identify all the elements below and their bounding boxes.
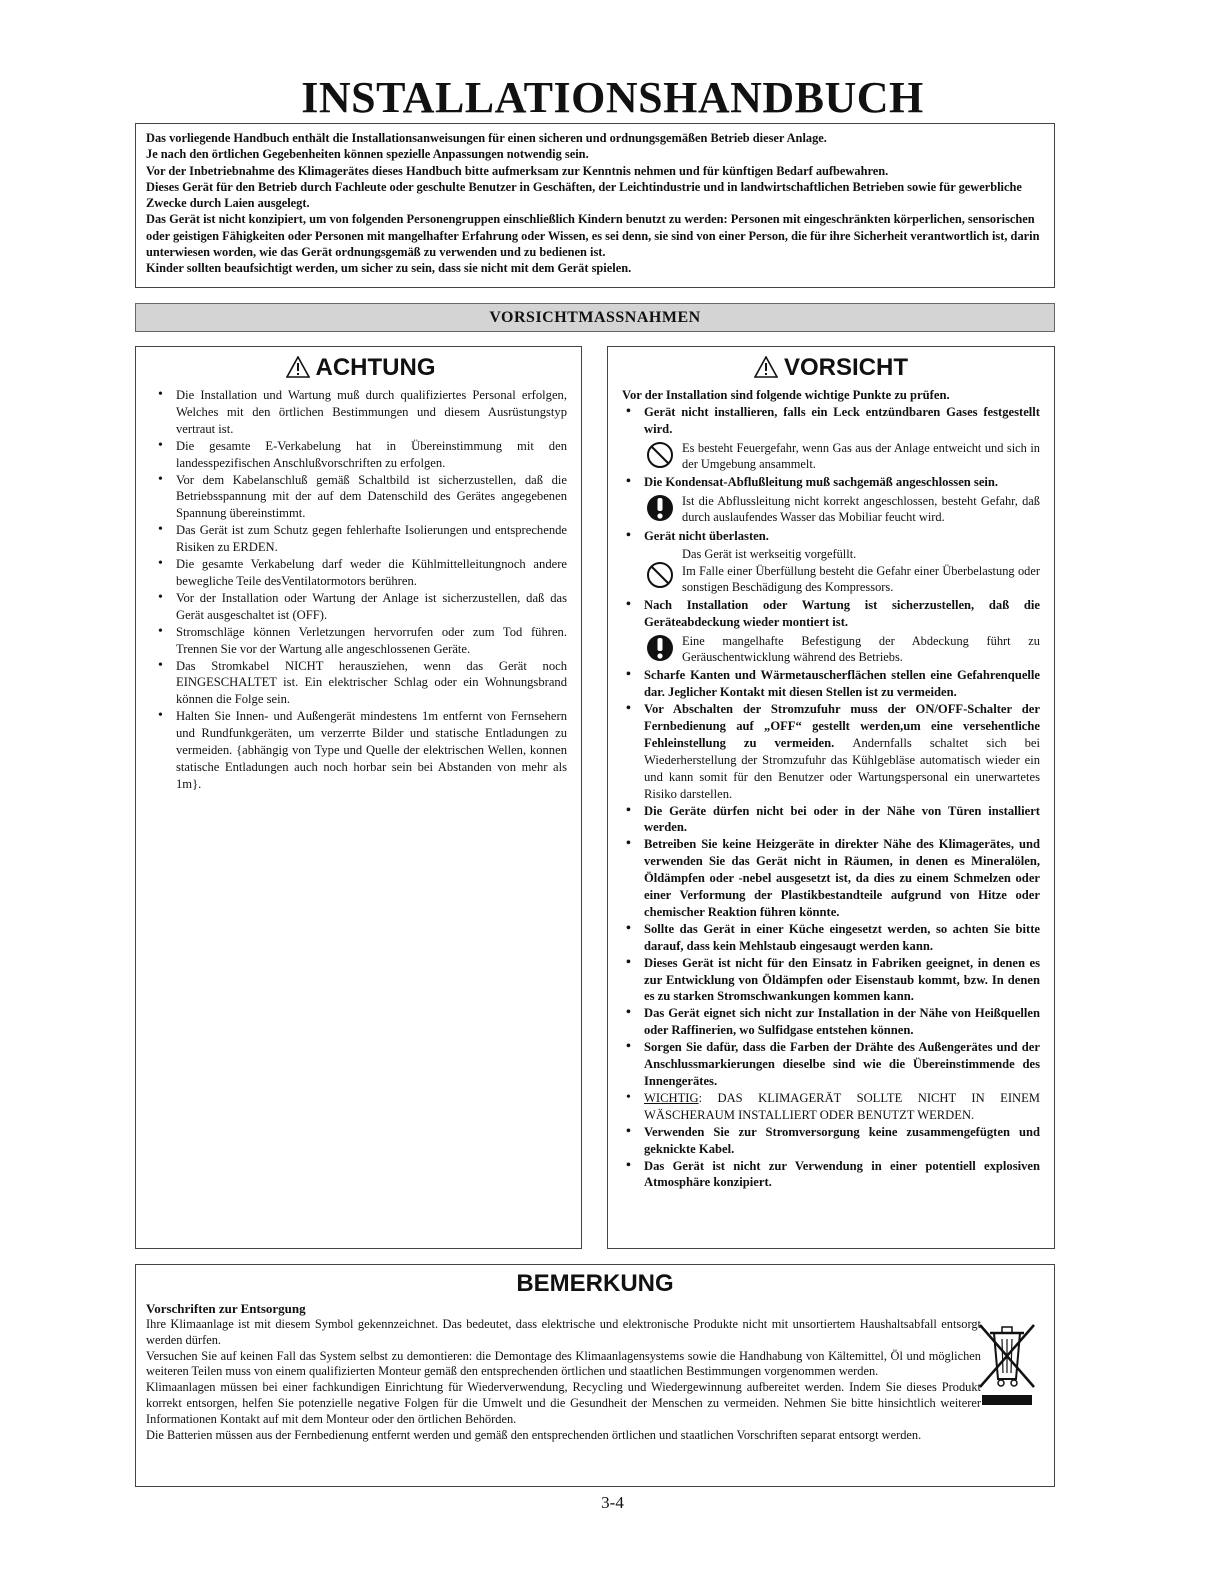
- list-item: [622, 474, 1040, 525]
- list-item: • Das Gerät ist zum Schutz gegen fehlerhafte Isolierungen und entsprechende Risiken zu ERDEN.: [154, 522, 567, 556]
- item-text: Gerät nicht installieren, falls ein Leck entzündbaren Gases festgestellt wird.: [644, 405, 1040, 436]
- intro-line: Dieses Gerät für den Betrieb durch Fachleute oder geschulte Benutzer in Geschäften, der Leichtindustrie und in landwirtschaftlichen Betrieben sowie für gewerbliche Zwecke durch Laien ausgelegt.: [146, 179, 1022, 211]
- note-row: [644, 493, 1040, 525]
- vorsicht-box: [607, 346, 1055, 1249]
- list-item: • Stromschläge können Verletzungen hervorrufen oder zum Tod führen. Trennen Sie vor der Wartung alle angeschlossenen Geräte.: [154, 624, 567, 658]
- list-item: • Vor dem Kabelanschluß gemäß Schaltbild ist sicherzustellen, daß die Betriebsspannung mit der auf dem Datenschild des Gerätes angegebenen Spannung übereinstimmt.: [154, 472, 567, 523]
- note-text: [682, 546, 1040, 595]
- intro-line: Kinder sollten beaufsichtigt werden, um sicher zu sein, dass sie nicht mit dem Gerät spielen.: [146, 261, 632, 276]
- list-item: [622, 404, 1040, 472]
- vorsicht-list: [622, 404, 1040, 1191]
- item-text: Die Kondensat-Abflußleitung muß sachgemäß angeschlossen sein.: [644, 475, 999, 490]
- note-row: [644, 633, 1040, 665]
- intro-line: Das vorliegende Handbuch enthält die Installationsanweisungen für einen sicheren und ordnungsgemäßen Betrieb dieser Anlage.: [146, 131, 827, 145]
- list-item: • Scharfe Kanten und Wärmetauscherflächen stellen eine Gefahrenquelle dar. Jeglicher Kontakt mit diesen Stellen ist zu vermeiden.: [622, 667, 1040, 701]
- note-text: Eine mangelhafte Befestigung der Abdeckung führt zu Geräuschentwicklung während des Betriebs.: [682, 633, 1040, 665]
- warning-triangle-icon: [754, 356, 778, 378]
- list-item: [622, 1090, 1040, 1124]
- note-paragraph: Versuchen Sie auf keinen Fall das System selbst zu demontieren: die Demontage des Klimaanlagensystems sowie die Handhabung von Kältemittel, Öl und möglichen weiteren Teilen muss von einem qualifizierten Monteur gemäß den entsprechenden örtlichen und staatlichen Bestimmungen vorgenommen werden.: [146, 1348, 981, 1379]
- note-subtitle: Vorschriften zur Entsorgung: [146, 1301, 306, 1316]
- mandatory-action-icon: [644, 633, 676, 663]
- item-text: Vor Abschalten der Stromzufuhr muss der ON/OFF-Schalter der Fernbedienung auf „OFF“ gestellt werden,um eine versehentliche Fehleinstellung zu vermeiden.: [644, 702, 1040, 750]
- note-line: Das Gerät ist werkseitig vorgefüllt.: [682, 547, 857, 562]
- achtung-list: [154, 387, 567, 793]
- vorsicht-heading-text: VORSICHT: [783, 354, 908, 381]
- crossed-out-bin-icon: [974, 1321, 1040, 1407]
- list-item: • Die Geräte dürfen nicht bei oder in der Nähe von Türen installiert werden.: [622, 803, 1040, 837]
- item-text: Gerät nicht überlasten.: [644, 528, 769, 543]
- list-item: • Die Installation und Wartung muß durch qualifiziertes Personal erfolgen, Welches mit den örtlichen Bestimmungen und diesem Ausrüstungstyp vertraut ist.: [154, 387, 567, 438]
- note-heading: BEMERKUNG: [516, 1270, 674, 1297]
- intro-box: [135, 123, 1055, 288]
- list-item: • Das Gerät eignet sich nicht zur Installation in der Nähe von Heißquellen oder Raffinerien, wo Sulfidgase entstehen können.: [622, 1005, 1040, 1039]
- item-text: Andernfalls schaltet sich bei Wiederherstellung der Stromzufuhr das Kühlgebläse automatisch wieder ein und kann somit für den Benutzer oder Wartungspersonal ein unerwartetes Risiko darstellen.: [644, 735, 1040, 801]
- intro-line: Das Gerät ist nicht konzipiert, um von folgenden Personengruppen einschließlich Kindern benutzt zu werden: Personen mit eingeschränkten körperlichen, sensorischen oder geistigen Fähigkeiten oder Personen mit mangelhafter Erfahrung oder Wissen, es sei denn, sie sind von einer Person, die für ihre Sicherheit verantwortlich ist, darin unterwiesen worden, wie das Gerät ordnungsgemäß zu verwenden und zu bedienen ist.: [146, 212, 1040, 260]
- list-item: • Sorgen Sie dafür, dass die Farben der Drähte des Außengerätes und der Anschlussmarkierungen dieselbe sind wie die Übereinstimmende des Innengerätes.: [622, 1039, 1040, 1090]
- note-text: Ist die Abflussleitung nicht korrekt angeschlossen, besteht Gefahr, daß durch auslaufendes Wasser das Mobiliar feucht wird.: [682, 494, 1040, 525]
- item-text: : DAS KLIMAGERÄT SOLLTE NICHT IN EINEM WÄSCHERAUM INSTALLIERT ODER BENUTZT WERDEN.: [644, 1090, 1040, 1122]
- note-paragraph: Ihre Klimaanlage ist mit diesem Symbol gekennzeichnet. Das bedeutet, dass elektrische und elektronische Produkte nicht mit unsortiertem Haushaltsabfall entsorgt werden dürfen.: [146, 1317, 981, 1347]
- warning-triangle-icon: [286, 356, 310, 378]
- list-item: • Verwenden Sie zur Stromversorgung keine zusammengefügten und geknickte Kabel.: [622, 1124, 1040, 1158]
- no-entry-icon: [644, 560, 676, 590]
- note-text: Es besteht Feuergefahr, wenn Gas aus der Anlage entweicht und sich in der Umgebung ansammelt.: [682, 440, 1040, 472]
- list-item: [622, 597, 1040, 665]
- page-number: 3-4: [601, 1493, 624, 1512]
- note-row: [644, 546, 1040, 595]
- achtung-heading: [154, 353, 567, 383]
- list-item: • Die gesamte E-Verkabelung hat in Übereinstimmung mit den landesspezifischen Anschlußvorschriften zu erfolgen.: [154, 438, 567, 472]
- note-row: [644, 440, 1040, 472]
- list-item: [622, 528, 1040, 596]
- vorsicht-lead: Vor der Installation sind folgende wichtige Punkte zu prüfen.: [622, 388, 950, 402]
- mandatory-action-icon: [644, 493, 676, 523]
- list-item: • Das Gerät ist nicht zur Verwendung in einer potentiell explosiven Atmosphäre konzipiert.: [622, 1158, 1040, 1192]
- list-item: • Das Stromkabel NICHT herausziehen, wenn das Gerät noch EINGESCHALTET ist. Ein elektrischer Schlag oder ein Wohnungsbrand können die Folge sein.: [154, 658, 567, 709]
- note-paragraph: Klimaanlagen müssen bei einer fachkundigen Einrichtung für Wiederverwendung, Recycling und Wiedergewinnung aufbereitet werden. Indem Sie dieses Produkt korrekt entsorgen, helfen Sie potenzielle negative Folgen für die Umwelt und die Gesundheit der Menschen zu vermeiden. Nehmen Sie bitte hinsichtlich weiterer Informationen Kontakt auf mit dem Monteur oder den örtlichen Behörden.: [146, 1380, 981, 1426]
- no-entry-icon: [644, 440, 676, 470]
- vorsicht-heading: [622, 353, 1040, 383]
- list-item: • Die gesamte Verkabelung darf weder die Kühlmittelleitungnoch andere bewegliche Teile desVentilatormotors berühren.: [154, 556, 567, 590]
- precautions-band: VORSICHTMASSNAHMEN: [135, 303, 1055, 332]
- intro-line: Je nach den örtlichen Gegebenheiten können spezielle Anpassungen notwendig sein.: [146, 147, 589, 162]
- page-title: INSTALLATIONSHANDBUCH: [301, 73, 924, 122]
- achtung-heading-text: ACHTUNG: [315, 354, 436, 381]
- achtung-box: [135, 346, 582, 1249]
- note-paragraph: Die Batterien müssen aus der Fernbedienung entfernt werden und gemäß den entsprechenden örtlichen und staatlichen Vorschriften separat entsorgt werden.: [146, 1427, 922, 1442]
- list-item: • Betreiben Sie keine Heizgeräte in direkter Nähe des Klimagerätes, und verwenden Sie das Gerät nicht in Räumen, in denen es Mineralölen, Öldämpfen oder -nebel ausgesetzt ist, da dies zu einem Schmelzen oder einer Verformung der Plastikbestandteile aufgrund von Hitze oder chemischer Reaktion führen könnte.: [622, 836, 1040, 921]
- list-item: • Halten Sie Innen- und Außengerät mindestens 1m entfernt von Fernsehern und Rundfunkgeräten, um verzerrte Bilder und statische Entladungen zu vermeiden. {abhängig von Type und Quelle der elektrischen Wellen, konnen statische Entladungen auch noch horbar sein bei Abstanden von mehr als 1m}.: [154, 708, 567, 793]
- item-text: Nach Installation oder Wartung ist sicherzustellen, daß die Geräteabdeckung wieder montiert ist.: [644, 598, 1040, 629]
- important-label: WICHTIG: [644, 1090, 699, 1105]
- note-box: [135, 1264, 1055, 1487]
- note-line: Im Falle einer Überfüllung besteht die Gefahr einer Überbelastung oder sonstigen Beschädigung des Kompressors.: [682, 563, 1040, 594]
- list-item: [622, 701, 1040, 802]
- list-item: • Dieses Gerät ist nicht für den Einsatz in Fabriken geeignet, in denen es zur Entwicklung von Öldämpfen oder Eisenstaub kommt, bzw. In denen es zu starken Stromschwankungen kommen kann.: [622, 955, 1040, 1006]
- list-item: • Vor der Installation oder Wartung der Anlage ist sicherzustellen, daß das Gerät ausgeschaltet ist (OFF).: [154, 590, 567, 624]
- intro-line: Vor der Inbetriebnahme des Klimagerätes dieses Handbuch bitte aufmerksam zur Kenntnis nehmen und für künftigen Bedarf aufbewahren.: [146, 163, 889, 178]
- list-item: • Sollte das Gerät in einer Küche eingesetzt werden, so achten Sie bitte darauf, dass kein Mehlstaub eingesaugt werden kann.: [622, 921, 1040, 955]
